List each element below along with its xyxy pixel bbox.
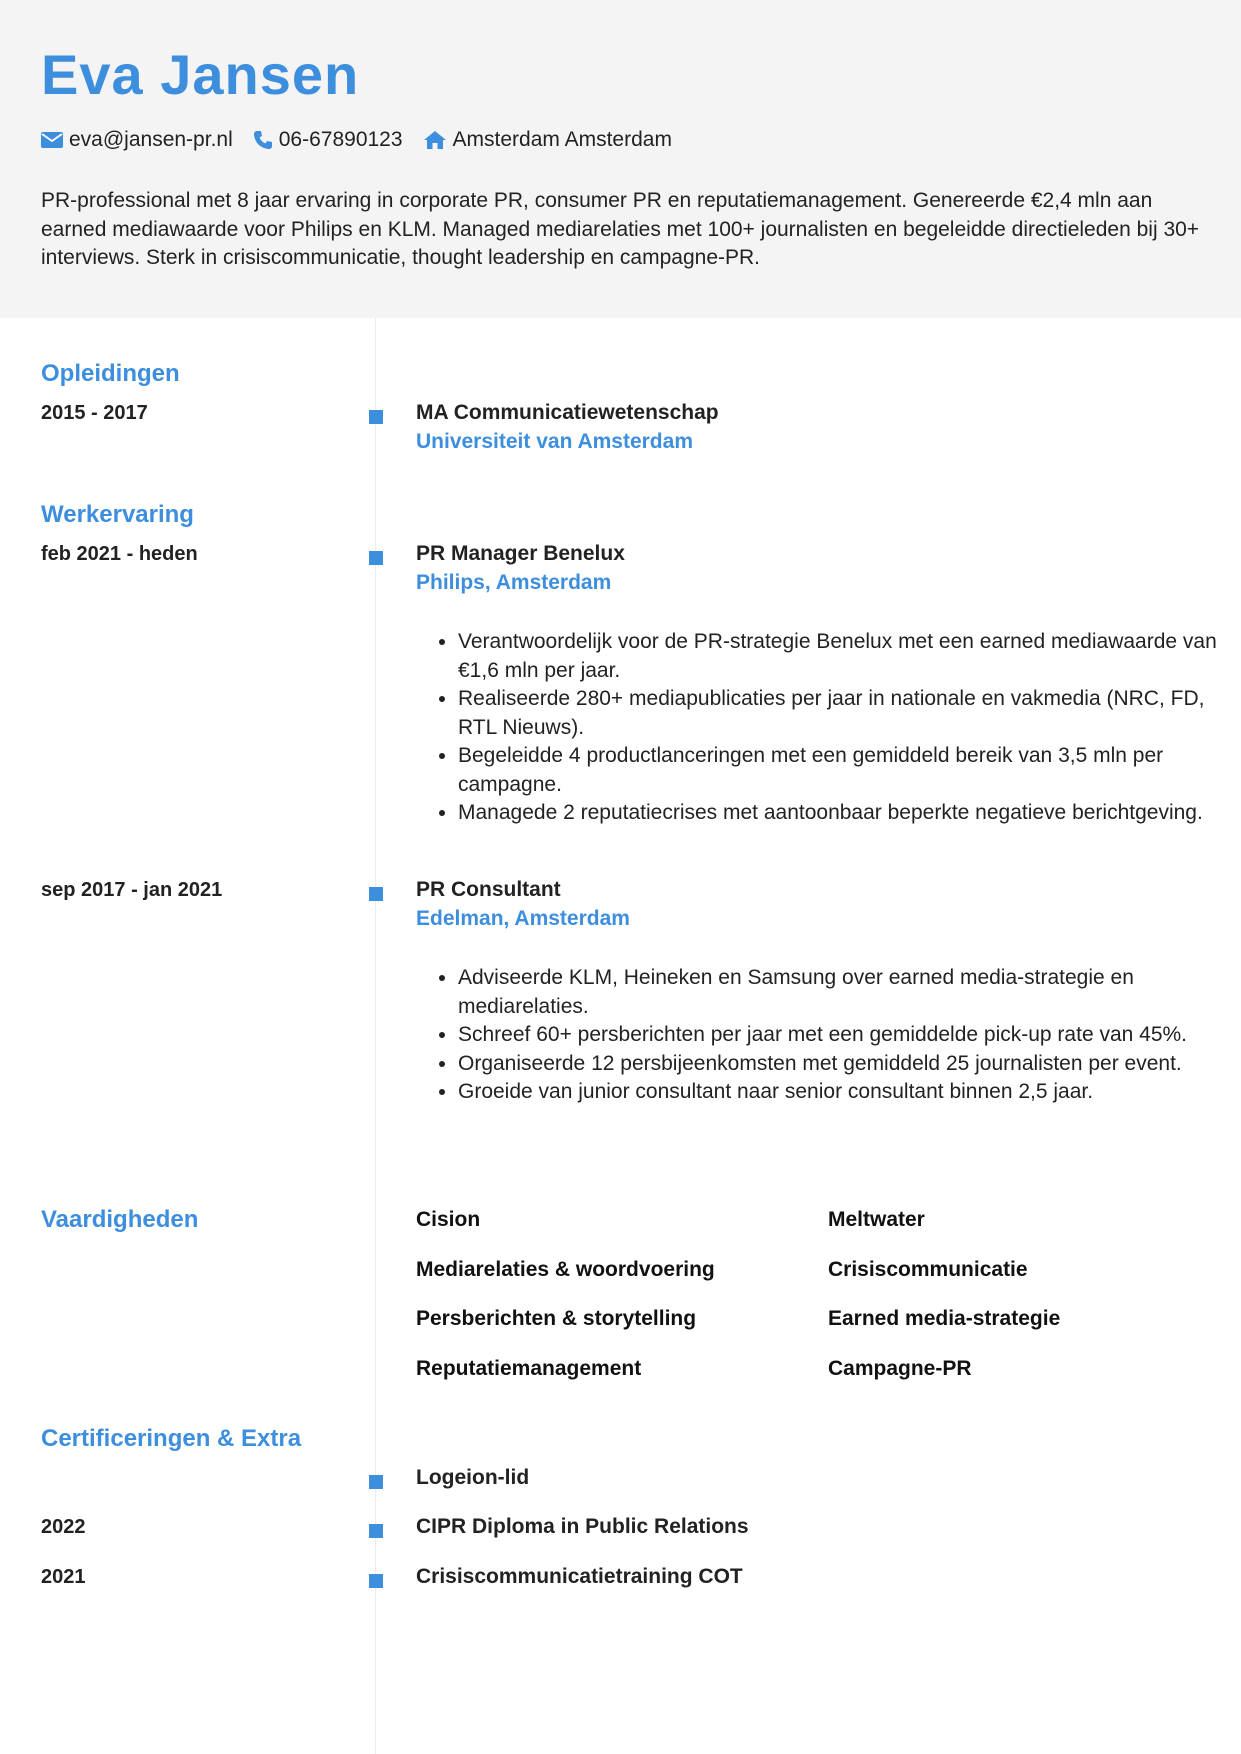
certification-date: 2022 <box>41 1516 86 1538</box>
skill-item: Persberichten & storytelling <box>416 1307 697 1330</box>
experience-company: Philips, Amsterdam <box>416 571 612 594</box>
list-item: • Groeide van junior consultant naar senior consultant binnen 2,5 jaar. <box>458 1078 1233 1107</box>
home-icon <box>423 130 447 150</box>
section-title-certifications: Certificeringen & Extra <box>41 1425 302 1452</box>
education-degree: MA Communicatiewetenschap <box>416 401 719 424</box>
contact-phone[interactable] <box>253 128 403 152</box>
timeline-marker <box>369 1574 383 1588</box>
skill-item: Campagne-PR <box>828 1357 972 1380</box>
certification-name: CIPR Diploma in Public Relations <box>416 1515 749 1538</box>
certification-date: 2021 <box>41 1566 86 1588</box>
profile-summary: PR-professional met 8 jaar ervaring in corporate PR, consumer PR en reputatiemanagement. Genereerde €2,4 mln aan earned mediawaarde voor Philips en KLM. Managed mediarelaties met 100+ journalisten en begeleidde directieleden bij 30+ interviews. Sterk in crisiscommunicatie, thought leadership en campagne-PR. <box>41 189 1200 269</box>
section-title-experience: Werkervaring <box>41 501 194 528</box>
list-item: • Schreef 60+ persberichten per jaar met een gemiddelde pick-up rate van 45%. <box>458 1021 1233 1050</box>
timeline-marker <box>369 410 383 424</box>
list-item: • Managede 2 reputatiecrises met aantoonbaar beperkte negatieve berichtgeving. <box>458 799 1233 828</box>
timeline-marker <box>369 551 383 565</box>
timeline-marker <box>369 1475 383 1489</box>
timeline-marker <box>369 887 383 901</box>
skill-item: Crisiscommunicatie <box>828 1258 1028 1281</box>
list-item: • Realiseerde 280+ mediapublicaties per jaar in nationale en vakmedia (NRC, FD, RTL Nieuws). <box>458 685 1233 742</box>
timeline-marker <box>369 1524 383 1538</box>
list-item: • Adviseerde KLM, Heineken en Samsung over earned media-strategie en mediarelaties. <box>458 964 1233 1021</box>
experience-role: PR Consultant <box>416 878 561 901</box>
skill-item: Mediarelaties & woordvoering <box>416 1258 715 1281</box>
certification-name: Crisiscommunicatietraining COT <box>416 1565 743 1588</box>
experience-role: PR Manager Benelux <box>416 542 625 565</box>
contact-location <box>423 128 672 152</box>
experience-bullets <box>416 964 1233 1107</box>
contact-email[interactable] <box>41 128 233 152</box>
skill-item: Cision <box>416 1208 481 1231</box>
experience-date: feb 2021 - heden <box>41 543 198 565</box>
experience-company: Edelman, Amsterdam <box>416 907 630 930</box>
location-text: Amsterdam Amsterdam <box>452 128 672 151</box>
candidate-name: Eva Jansen <box>41 43 360 106</box>
education-date: 2015 - 2017 <box>41 402 148 424</box>
contact-bar <box>41 128 692 152</box>
section-title-education: Opleidingen <box>41 360 180 387</box>
list-item: • Begeleidde 4 productlanceringen met een gemiddeld bereik van 3,5 mln per campagne. <box>458 742 1233 799</box>
phone-icon <box>253 130 273 150</box>
education-school: Universiteit van Amsterdam <box>416 430 693 453</box>
email-text: eva@jansen-pr.nl <box>69 128 233 151</box>
list-item: • Organiseerde 12 persbijeenkomsten met gemiddeld 25 journalisten per event. <box>458 1050 1233 1079</box>
skill-item: Reputatiemanagement <box>416 1357 642 1380</box>
certification-name: Logeion-lid <box>416 1466 530 1489</box>
list-item: • Verantwoordelijk voor de PR-strategie Benelux met een earned mediawaarde van €1,6 mln per jaar. <box>458 628 1233 685</box>
experience-date: sep 2017 - jan 2021 <box>41 879 223 901</box>
header <box>0 0 1241 318</box>
section-title-skills: Vaardigheden <box>41 1206 199 1233</box>
envelope-icon <box>41 132 63 148</box>
experience-bullets <box>416 628 1233 828</box>
skill-item: Earned media-strategie <box>828 1307 1061 1330</box>
skill-item: Meltwater <box>828 1208 925 1231</box>
timeline-divider <box>375 318 376 1754</box>
phone-text: 06-67890123 <box>278 128 403 151</box>
